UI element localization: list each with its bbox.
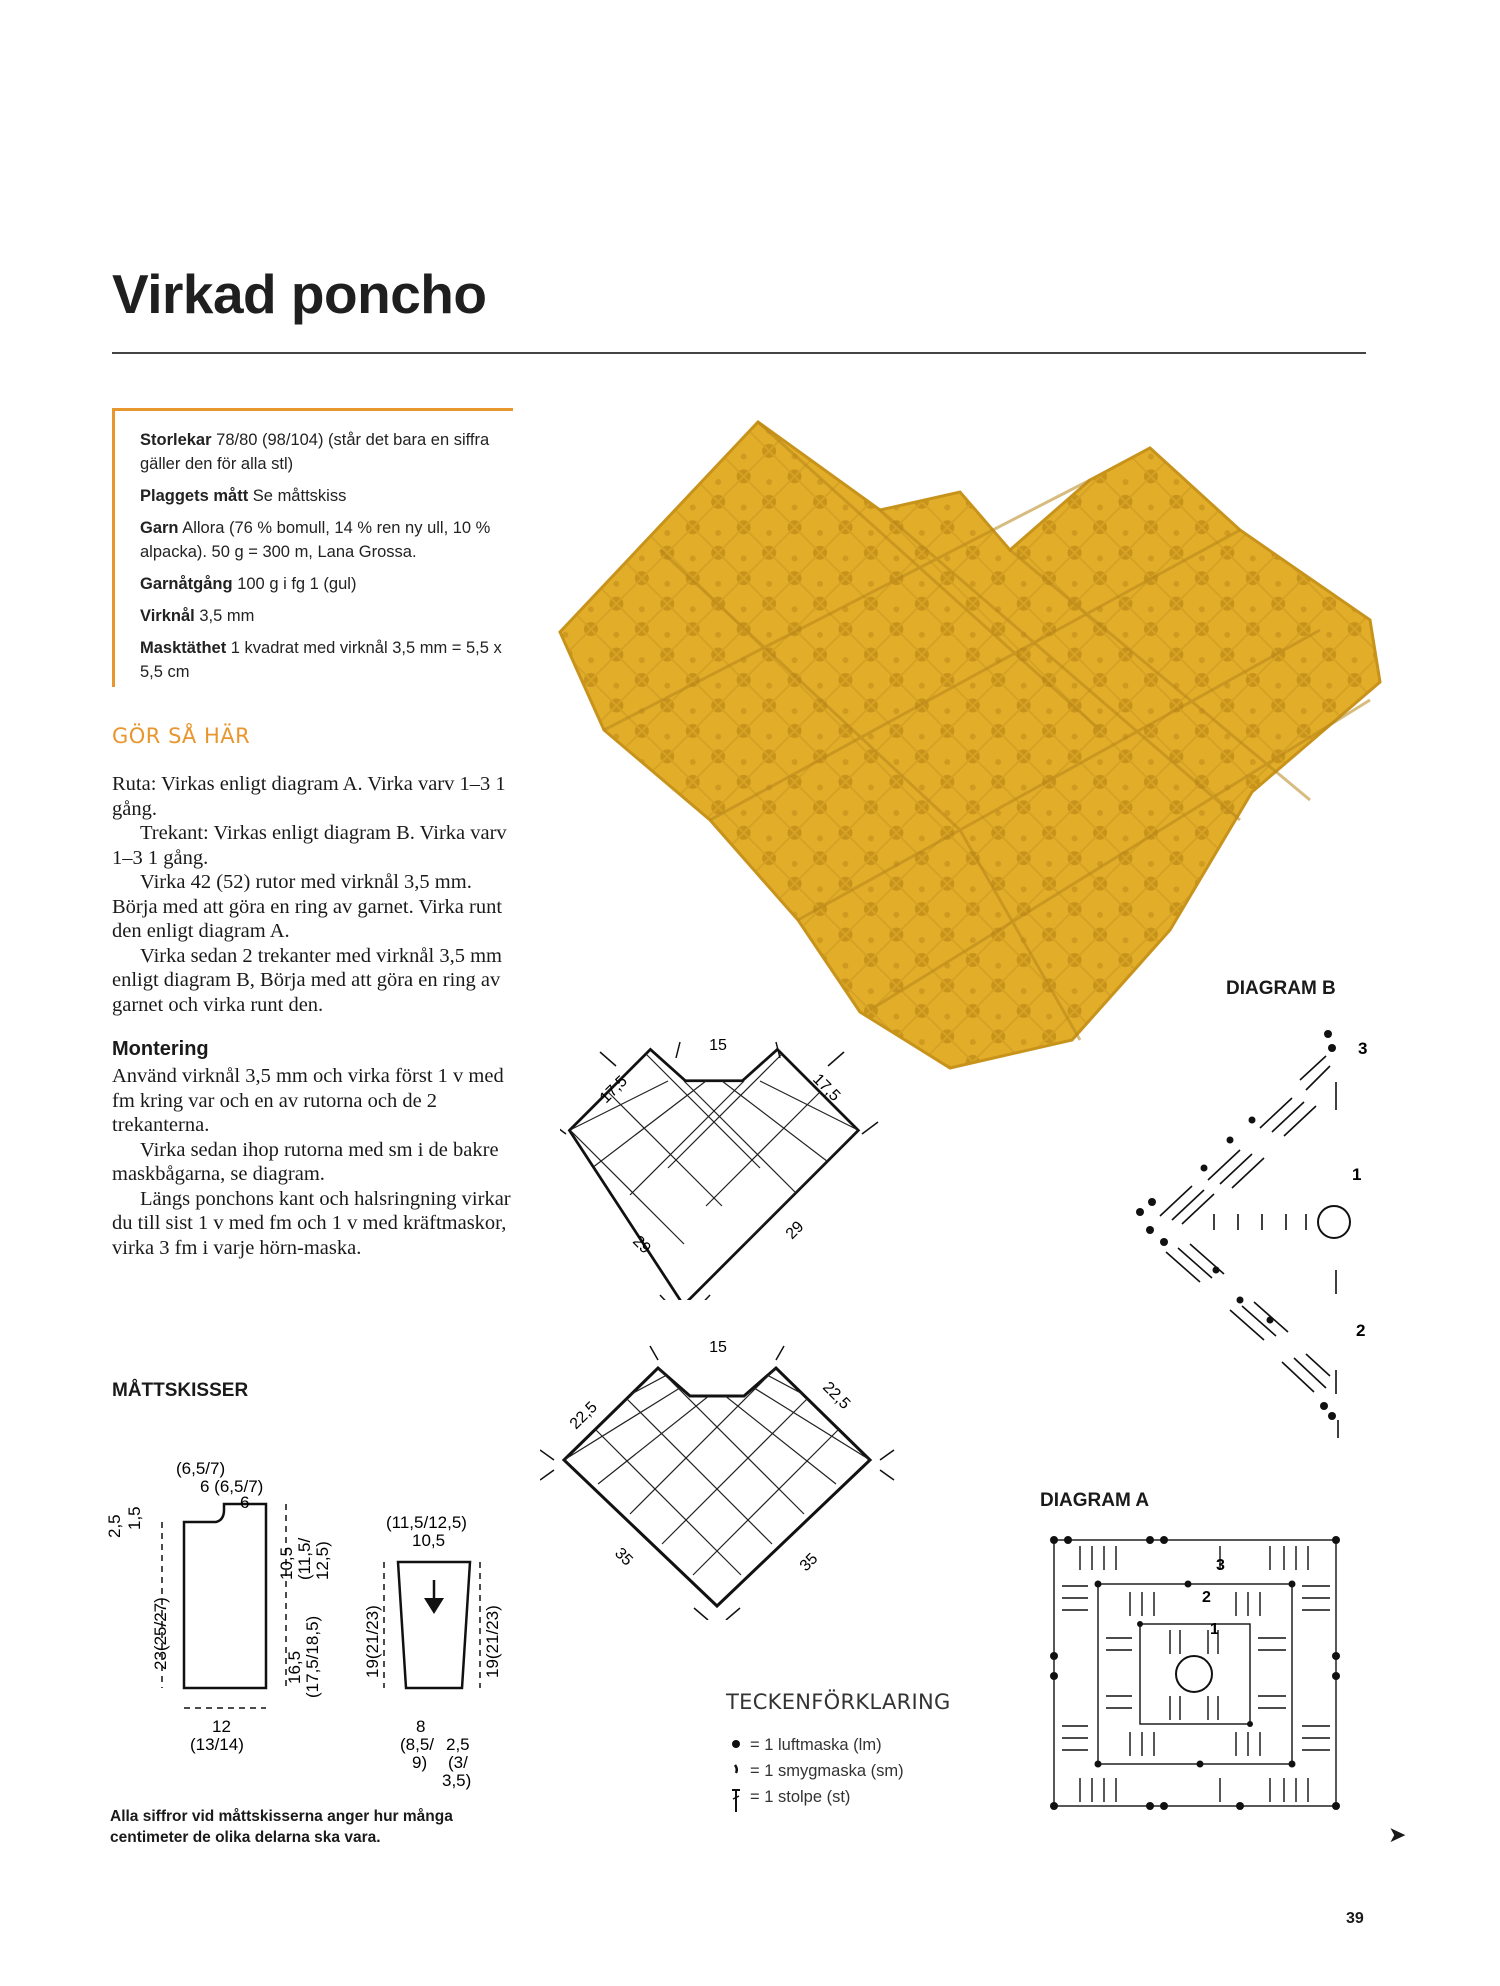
page-number: 39 bbox=[1346, 1910, 1364, 1927]
diagram-a-chain-dots bbox=[1050, 1536, 1340, 1810]
info-matt bbox=[140, 484, 510, 508]
front-dims bbox=[162, 1504, 286, 1708]
diagram-a-row-2: 2 bbox=[1202, 1589, 1211, 1606]
front-right-d: 16,5 bbox=[285, 1650, 304, 1684]
front-piece-outline bbox=[184, 1504, 266, 1688]
schematic-large-lower-right: 35 bbox=[796, 1550, 822, 1575]
chain-stitch-icon bbox=[732, 1740, 740, 1748]
sleeve-top-b: 10,5 bbox=[412, 1531, 446, 1550]
page-title: Virkad poncho bbox=[112, 263, 487, 325]
info-storlekar-text: 78/80 (98/104) (står det bara en siffra gäller den för alla stl) bbox=[140, 431, 490, 473]
schematic-small-top: 15 bbox=[709, 1037, 727, 1054]
double-crochet-icon bbox=[732, 1790, 740, 1812]
info-list bbox=[140, 428, 510, 692]
instr-p4: Virka sedan 2 trekanter med virknål 3,5 mm enligt diagram B, Börja med att göra en ring av garnet och virka runt den. bbox=[112, 944, 502, 1016]
info-garnatgang-text: 100 g i fg 1 (gul) bbox=[237, 575, 357, 593]
diagram-a-row-1: 1 bbox=[1210, 1621, 1219, 1638]
schematic-small bbox=[560, 1030, 880, 1300]
info-storlekar bbox=[140, 428, 510, 476]
info-virknal bbox=[140, 604, 510, 628]
montering-text bbox=[112, 1064, 512, 1260]
schematic-large-upper-right: 22,5 bbox=[819, 1378, 854, 1413]
schematic-large bbox=[540, 1330, 900, 1620]
schematic-large-lower-left: 35 bbox=[611, 1544, 636, 1570]
schematic-large-outline bbox=[564, 1368, 870, 1606]
schematic-small-upper-left: 17,5 bbox=[596, 1072, 631, 1107]
diagram-b-row-3: 3 bbox=[1358, 1039, 1368, 1058]
sleeve-bottom-a: 8 bbox=[416, 1717, 426, 1736]
info-virknal-label: Virknål bbox=[140, 607, 195, 625]
sleeve-bottom-c: 9) bbox=[412, 1753, 428, 1772]
front-right-b: (11,5/ bbox=[295, 1537, 314, 1580]
diagram-b-row-2: 2 bbox=[1356, 1321, 1366, 1340]
front-right-c: 12,5) bbox=[313, 1541, 332, 1580]
sleeve-bottom-f: 3,5) bbox=[442, 1771, 472, 1790]
front-top-a: (6,5/7) bbox=[176, 1459, 226, 1478]
front-left-b: 1,5 bbox=[125, 1506, 144, 1530]
mattskiss-drawings bbox=[100, 1430, 520, 1800]
info-matt-label: Plaggets mått bbox=[140, 487, 249, 505]
next-page-arrow-icon: ➤ bbox=[1388, 1822, 1407, 1847]
front-bottom-b: (13/14) bbox=[190, 1735, 244, 1754]
front-right-a: 10,5 bbox=[277, 1546, 296, 1580]
diagram-b-heading: DIAGRAM B bbox=[1226, 978, 1336, 999]
schematic-large-ticks bbox=[540, 1346, 894, 1620]
diagram-a bbox=[1040, 1526, 1360, 1816]
info-masktathet bbox=[140, 636, 510, 684]
instr-p3: Virka 42 (52) rutor med virknål 3,5 mm. Börja med att göra en ring av garnet. Virka runt den enligt diagram A. bbox=[112, 871, 503, 942]
schematic-small-upper-right: 17,5 bbox=[809, 1070, 844, 1105]
slip-stitch-icon bbox=[735, 1765, 737, 1773]
sleeve-right: 19(21/23) bbox=[483, 1605, 502, 1678]
info-matt-text: Se måttskiss bbox=[252, 487, 347, 505]
diagram-a-ring bbox=[1176, 1656, 1212, 1692]
schematic-large-top: 15 bbox=[709, 1339, 727, 1356]
howto-heading: GÖR SÅ HÄR bbox=[112, 724, 251, 748]
info-garnatgang bbox=[140, 572, 510, 596]
info-garn-label: Garn bbox=[140, 519, 179, 537]
legend-symbols bbox=[728, 1736, 744, 1826]
diagram-b-row-1: 1 bbox=[1352, 1165, 1362, 1184]
info-masktathet-label: Masktäthet bbox=[140, 639, 227, 657]
montering-p3: Längs ponchons kant och halsringning virkar du till sist 1 v med fm och 1 v med kräftmaskor, virka 3 fm i varje hörn-maska. bbox=[112, 1187, 511, 1259]
front-right-e: (17,5/18,5) bbox=[303, 1615, 322, 1698]
mattskisser-note: Alla siffror vid måttskisserna anger hur många centimeter de olika delarna ska vara. bbox=[110, 1808, 453, 1846]
title-rule bbox=[112, 352, 1366, 354]
schematic-large-upper-left: 22,5 bbox=[566, 1398, 601, 1433]
diagram-a-heading: DIAGRAM A bbox=[1040, 1490, 1150, 1511]
diagram-b-stitches bbox=[1160, 1056, 1338, 1438]
instr-p2: Trekant: Virkas enligt diagram B. Virka varv 1–3 1 gång. bbox=[112, 822, 507, 869]
legend-sm: = 1 smygmaska (sm) bbox=[750, 1762, 904, 1780]
front-left-a: 2,5 bbox=[105, 1514, 124, 1538]
poncho-shape bbox=[560, 422, 1380, 1068]
diagram-b-ring bbox=[1318, 1206, 1350, 1238]
sleeve-left: 19(21/23) bbox=[363, 1605, 382, 1678]
legend-lm: = 1 luftmaska (lm) bbox=[750, 1736, 882, 1754]
legend-heading: TECKENFÖRKLARING bbox=[726, 1690, 951, 1714]
mattskisser-heading: MÅTTSKISSER bbox=[112, 1380, 249, 1401]
front-bottom-a: 12 bbox=[212, 1717, 231, 1736]
sleeve-top-a: (11,5/12,5) bbox=[386, 1513, 467, 1532]
instructions bbox=[112, 772, 512, 1017]
montering-p2: Virka sedan ihop rutorna med sm i de bakre maskbågarna, se diagram. bbox=[112, 1138, 499, 1185]
sleeve-arrow-icon bbox=[424, 1598, 444, 1614]
front-left-height: 23(25/27) bbox=[151, 1597, 170, 1670]
sleeve-bottom-d: 2,5 bbox=[446, 1735, 470, 1754]
front-top-c: 6 bbox=[240, 1493, 250, 1512]
diagram-a-row-3: 3 bbox=[1216, 1557, 1225, 1574]
info-virknal-text: 3,5 mm bbox=[199, 607, 255, 625]
info-masktathet-text: 1 kvadrat med virknål 3,5 mm = 5,5 x 5,5 cm bbox=[140, 639, 502, 681]
schematic-small-lower-left: 29 bbox=[629, 1232, 654, 1258]
info-garnatgang-label: Garnåtgång bbox=[140, 575, 233, 593]
sleeve-bottom-e: (3/ bbox=[448, 1753, 468, 1772]
schematic-small-lower-right: 29 bbox=[782, 1218, 808, 1243]
info-garn-text: Allora (76 % bomull, 14 % ren ny ull, 10 % alpacka). 50 g = 300 m, Lana Grossa. bbox=[140, 519, 491, 561]
montering-heading: Montering bbox=[112, 1038, 209, 1060]
info-storlekar-label: Storlekar bbox=[140, 431, 212, 449]
front-top-b: 6 (6,5/7) bbox=[200, 1477, 264, 1496]
diagram-b bbox=[1120, 1020, 1380, 1440]
montering-p1: Använd virknål 3,5 mm och virka först 1 v med fm kring var och en av rutorna och de 2 trekanterna. bbox=[112, 1065, 504, 1136]
schematic-large-grid bbox=[564, 1368, 870, 1606]
instr-p1: Ruta: Virkas enligt diagram A. Virka varv 1–3 1 gång. bbox=[112, 773, 506, 820]
legend-st: = 1 stolpe (st) bbox=[750, 1788, 851, 1806]
sleeve-bottom-b: (8,5/ bbox=[400, 1735, 435, 1754]
info-garn bbox=[140, 516, 510, 564]
